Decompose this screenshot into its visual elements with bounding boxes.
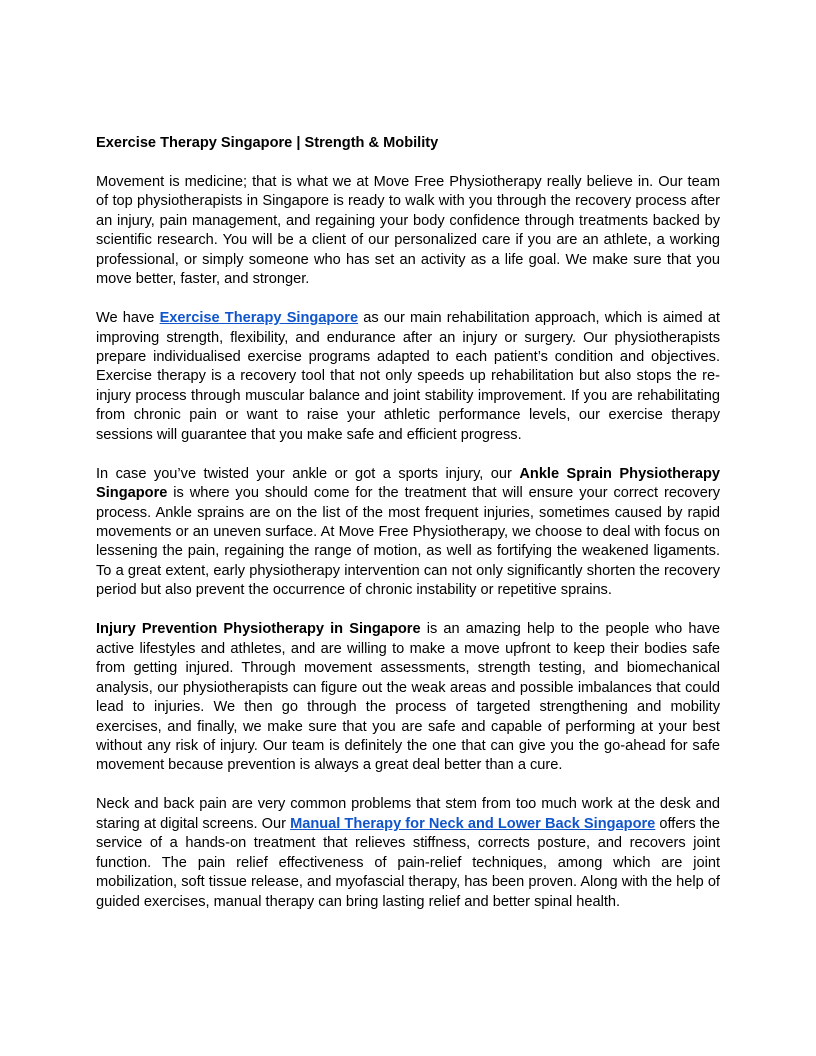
paragraph-injury-prevention-text: is an amazing help to the people who have active lifestyles and athletes, and are willing to make a move upfront to keep their bodies safe from getting injured. Through movement assessments, strength testing, and biomechanical analysis, our physiotherapists can figure out the weak areas and possible imbalances that could lead to injuries. We then go through the process of targeted strengthening and mobility exercises, and finally, we make sure that you are safe and capable of performing at your best without any risk of injury. Our team is definitely the one that can give you the go-ahead for safe movement because prevention is always a great deal better than a cure. [96,621,720,774]
ankle-sprain-heading-bold: Ankle Sprain Physiotherapy Singapore [96,465,720,502]
paragraph-ankle-sprain-text-start: In case you’ve twisted your ankle or got a sports injury, our [96,465,520,482]
paragraph-ankle-sprain-text-end: is where you should come for the treatment that will ensure your correct recovery process. Ankle sprains are on the list of the most frequent injuries, sometimes caused by rapid movements or an uneven surface. At Move Free Physiotherapy, we choose to deal with focus on lessening the pain, regaining the range of motion, as well as fortifying the weakened ligaments. To a great extent, early physiotherapy intervention can not only significantly shorten the recovery period but also prevent the occurrence of chronic instability or repetitive sprains. [96,485,720,599]
injury-prevention-heading-bold: Injury Prevention Physiotherapy in Singapore [96,621,421,638]
paragraph-manual-therapy-text-end: offers the service of a hands-on treatment that relieves stiffness, corrects posture, and recovers joint function. The pain relief effectiveness of pain-relief techniques, among which are joint mobilization, soft tissue release, and myofascial therapy, has been proven. Along with the help of guided exercises, manual therapy can bring lasting relief and better spinal health. [96,815,720,910]
exercise-therapy-link[interactable]: Exercise Therapy Singapore [159,310,359,327]
paragraph-ankle-sprain [96,465,720,601]
manual-therapy-link[interactable]: Manual Therapy for Neck and Lower Back Singapore [290,815,656,832]
paragraph-exercise-therapy [96,309,720,445]
paragraph-exercise-therapy-text-start: We have [96,310,160,327]
document-title: Exercise Therapy Singapore | Strength & Mobility [96,135,439,151]
paragraph-injury-prevention [96,620,720,776]
paragraph-intro-text: Movement is medicine; that is what we at Move Free Physiotherapy really believe in. Our team of top physiotherapists in Singapore is ready to walk with you through the recovery process after an injury, pain management, and regaining your body confidence through treatments backed by scientific research. You will be a client of our personalized care if you are an athlete, a working professional, or simply someone who has set an activity as a life goal. We make sure that you move better, faster, and stronger. [96,173,720,288]
paragraph-manual-therapy-text-start: Neck and back pain are very common problems that stem from too much work at the desk and staring at digital screens. Our [96,796,720,832]
document-body [96,134,720,931]
paragraph-manual-therapy [96,795,720,912]
paragraph-exercise-therapy-text-end: as our main rehabilitation approach, which is aimed at improving strength, flexibility, and endurance after an injury or surgery. Our physiotherapists prepare individualised exercise programs adapted to each patient’s condition and objectives. Exercise therapy is a recovery tool that not only speeds up rehabilitation but also stops the re-injury process through muscular balance and joint stability improvement. If you are rehabilitating from chronic pain or want to raise your athletic performance levels, our exercise therapy sessions will guarantee that you make safe and efficient progress. [96,310,720,443]
paragraph-intro [96,173,720,290]
